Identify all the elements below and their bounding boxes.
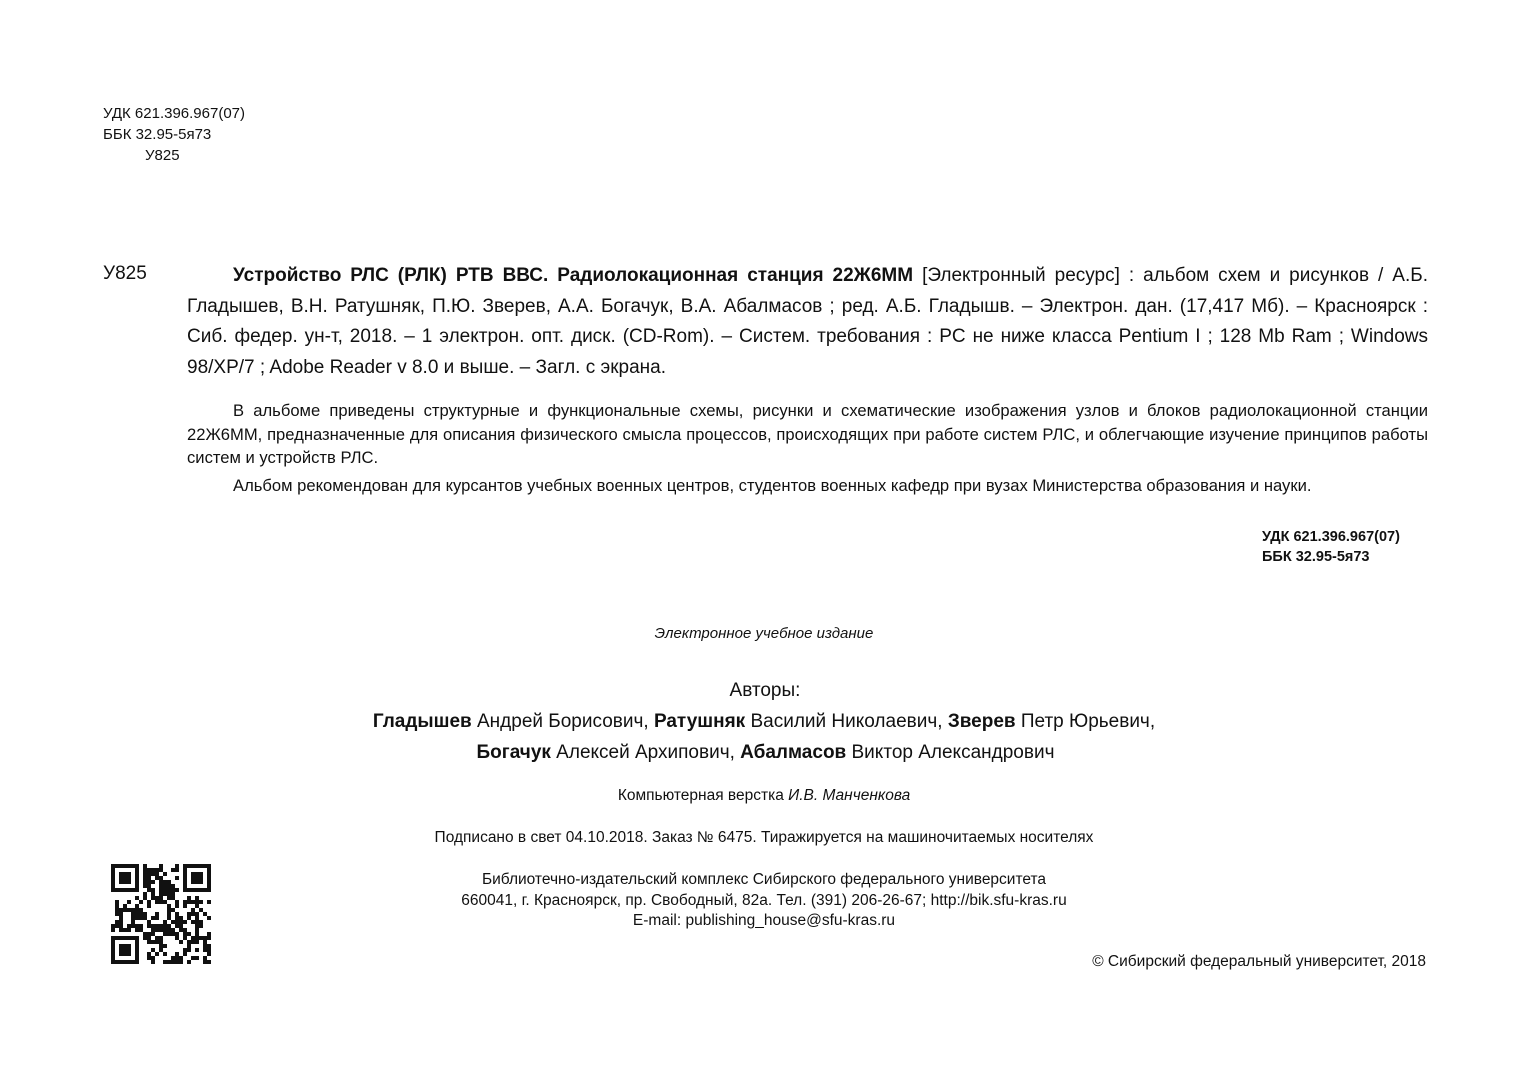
author-surname: Богачук <box>476 742 551 763</box>
annotation-paragraph: Альбом рекомендован для курсантов учебных военных центров, студентов военных кафедр при вузах Министерства образования и науки. <box>233 475 1312 495</box>
copyright: © Сибирский федеральный университет, 2018 <box>1092 953 1426 970</box>
qr-code-icon <box>111 864 211 964</box>
layout-credit-label: Компьютерная верстка <box>617 787 789 804</box>
author-surname: Абалмасов <box>740 742 847 763</box>
annotation <box>187 399 1428 497</box>
record-details: [Электронный ресурс] : альбом схем и рисунков / А.Б. Гладышев, В.Н. Ратушняк, П.Ю. Зверев, А.А. Богачук, В.А. Абалмасов ; ред. А.Б. Гладышв. – Электрон. дан. (17,417 Мб). – Красноярск : Сиб. федер. ун-т, 2018. – 1 электрон. опт. диск. (CD-Rom). – Систем. требования : PC не ниже класса Pentium I ; 128 Mb Ram ; Windows 98/XP/7 ; Adobe Reader v 8.0 и выше. – Загл. с экрана. <box>187 265 1428 378</box>
classification-block-top <box>103 103 245 166</box>
authors-list <box>0 706 1528 768</box>
author-name: Алексей Архипович, <box>550 742 741 763</box>
layout-credit <box>0 787 1528 805</box>
authors-line <box>0 737 1528 768</box>
annotation-paragraph: В альбоме приведены структурные и функциональные схемы, рисунки и схематические изображения узлов и блоков радиолокационной станции 22Ж6ММ, предназначенные для описания физического смысла процессов, происходящих при работе систем РЛС, и облегчающие изучение принципов работы систем и устройств РЛС. <box>187 401 1428 467</box>
publication-note: Подписано в свет 04.10.2018. Заказ № 6475. Тиражируется на машиночитаемых носителях <box>434 829 1094 846</box>
bbk-code: ББК 32.95-5я73 <box>1262 549 1370 565</box>
authors-heading: Авторы: <box>729 680 801 701</box>
author-surname: Ратушняк <box>653 711 746 732</box>
author-surname: Гладышев <box>372 711 472 732</box>
author-name: Петр Юрьевич, <box>1015 711 1156 732</box>
classification-block-bottom <box>1262 527 1400 567</box>
publisher-name: Библиотечно-издательский комплекс Сибирского федерального университета <box>481 871 1047 888</box>
author-surname: Зверев <box>947 711 1016 732</box>
publisher-info <box>0 870 1528 932</box>
edition-type: Электронное учебное издание <box>654 625 874 642</box>
record-title: Устройство РЛС (РЛК) РТВ ВВС. Радиолокационная станция 22Ж6ММ <box>233 265 914 286</box>
udk-code: УДК 621.396.967(07) <box>103 105 246 122</box>
bibliographic-record <box>187 261 1428 383</box>
publisher-address: 660041, г. Красноярск, пр. Свободный, 82а. Тел. (391) 206-26-67; http://bik.sfu-kras.ru <box>461 891 1067 909</box>
authors-line <box>0 706 1528 737</box>
author-name: Виктор Александрович <box>846 742 1055 763</box>
author-mark: У825 <box>145 147 180 164</box>
udk-code: УДК 621.396.967(07) <box>1262 529 1400 545</box>
publisher-email: E-mail: publishing_house@sfu-kras.ru <box>632 912 896 929</box>
record-author-mark: У825 <box>103 263 147 284</box>
bbk-code: ББК 32.95-5я73 <box>103 126 212 143</box>
layout-credit-name: И.В. Манченкова <box>788 787 911 804</box>
author-name: Василий Николаевич, <box>745 711 948 732</box>
author-name: Андрей Борисович, <box>471 711 654 732</box>
